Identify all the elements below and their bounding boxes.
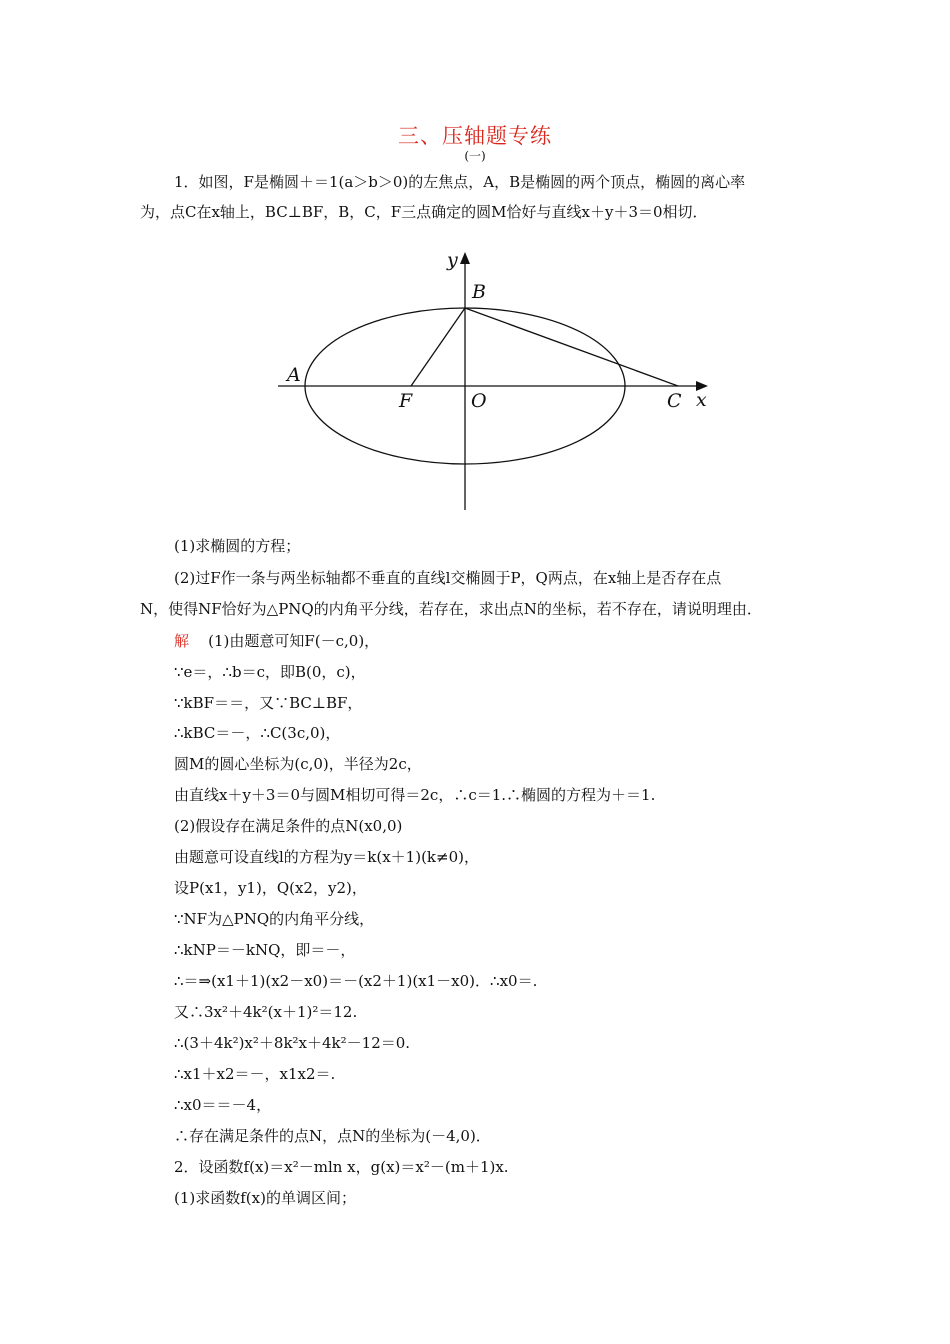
page-title: 三、压轴题专练 [398,124,552,148]
y-axis-label: y [447,249,458,271]
x-axis-label: x [696,389,707,411]
solution-line: 由直线x＋y＋3＝0与圆M相切可得＝2c，∴c＝1.∴椭圆的方程为＋＝1. [174,786,656,804]
solution-line: (2)假设存在满足条件的点N(x0,0) [174,817,403,835]
solution-line: ∴kNP＝－kNQ，即＝－， [174,941,356,959]
segment-bc [465,308,678,386]
problem2-statement: 2．设函数f(x)＝x²－mln x，g(x)＝x²－(m＋1)x. [174,1158,509,1176]
solution-line: ∵NF为△PNQ的内角平分线， [174,910,375,928]
point-a-label: A [287,364,301,386]
solution-line: ∴x0＝＝－4， [174,1096,272,1114]
question-2-line-1: (2)过F作一条与两坐标轴都不垂直的直线l交椭圆于P，Q两点，在x轴上是否存在点 [174,569,722,587]
solution-line: 圆M的圆心坐标为(c,0)，半径为2c， [174,755,422,773]
point-f-label: F [399,390,413,412]
question-1: (1)求椭圆的方程； [174,537,301,555]
solution-first-line: (1)由题意可知F(－c,0)， [208,632,380,650]
segment-bf [411,308,465,386]
page-subtitle: (一) [464,149,486,163]
problem1-statement-line-1: 1．如图，F是椭圆＋＝1(a＞b＞0)的左焦点，A，B是椭圆的两个顶点，椭圆的离心率 [174,173,746,191]
solution-line: ∴x1＋x2＝－，x1x2＝. [174,1065,336,1083]
point-o-label: O [471,390,487,412]
solution-line: ∵e＝，∴b＝c，即B(0，c)， [174,663,366,681]
solution-line: ∴kBC＝－，∴C(3c,0)， [174,724,341,742]
solution-line: ∴存在满足条件的点N，点N的坐标为(－4,0)． [174,1127,491,1145]
ellipse-figure [256,240,726,530]
problem1-statement-line-2: 为，点C在x轴上，BC⊥BF，B，C，F三点确定的圆M恰好与直线x＋y＋3＝0相切． [140,203,708,221]
solution-line: 由题意可设直线l的方程为y＝k(x＋1)(k≠0)， [174,848,479,866]
problem2-question-1: (1)求函数f(x)的单调区间； [174,1189,356,1207]
y-axis-arrow [460,252,470,264]
question-2-line-2: N，使得NF恰好为△PNQ的内角平分线，若存在，求出点N的坐标，若不存在，请说明理由． [140,600,762,618]
solution-line: ∴＝⇒(x1＋1)(x2－x0)＝－(x2＋1)(x1－x0)．∴x0＝. [174,972,538,990]
solution-line: 又∴3x²＋4k²(x＋1)²＝12. [174,1003,358,1021]
solution-line: 设P(x1，y1)，Q(x2，y2)， [174,879,367,897]
solution-line: ∵kBF＝＝，又∵BC⊥BF， [174,694,363,712]
ellipse-diagram [256,240,726,530]
point-b-label: B [472,281,486,303]
point-c-label: C [667,390,682,412]
solution-line-1 [174,631,379,651]
solution-line: ∴(3＋4k²)x²＋8k²x＋4k²－12＝0. [174,1034,411,1052]
solution-label: 解 [174,632,190,650]
